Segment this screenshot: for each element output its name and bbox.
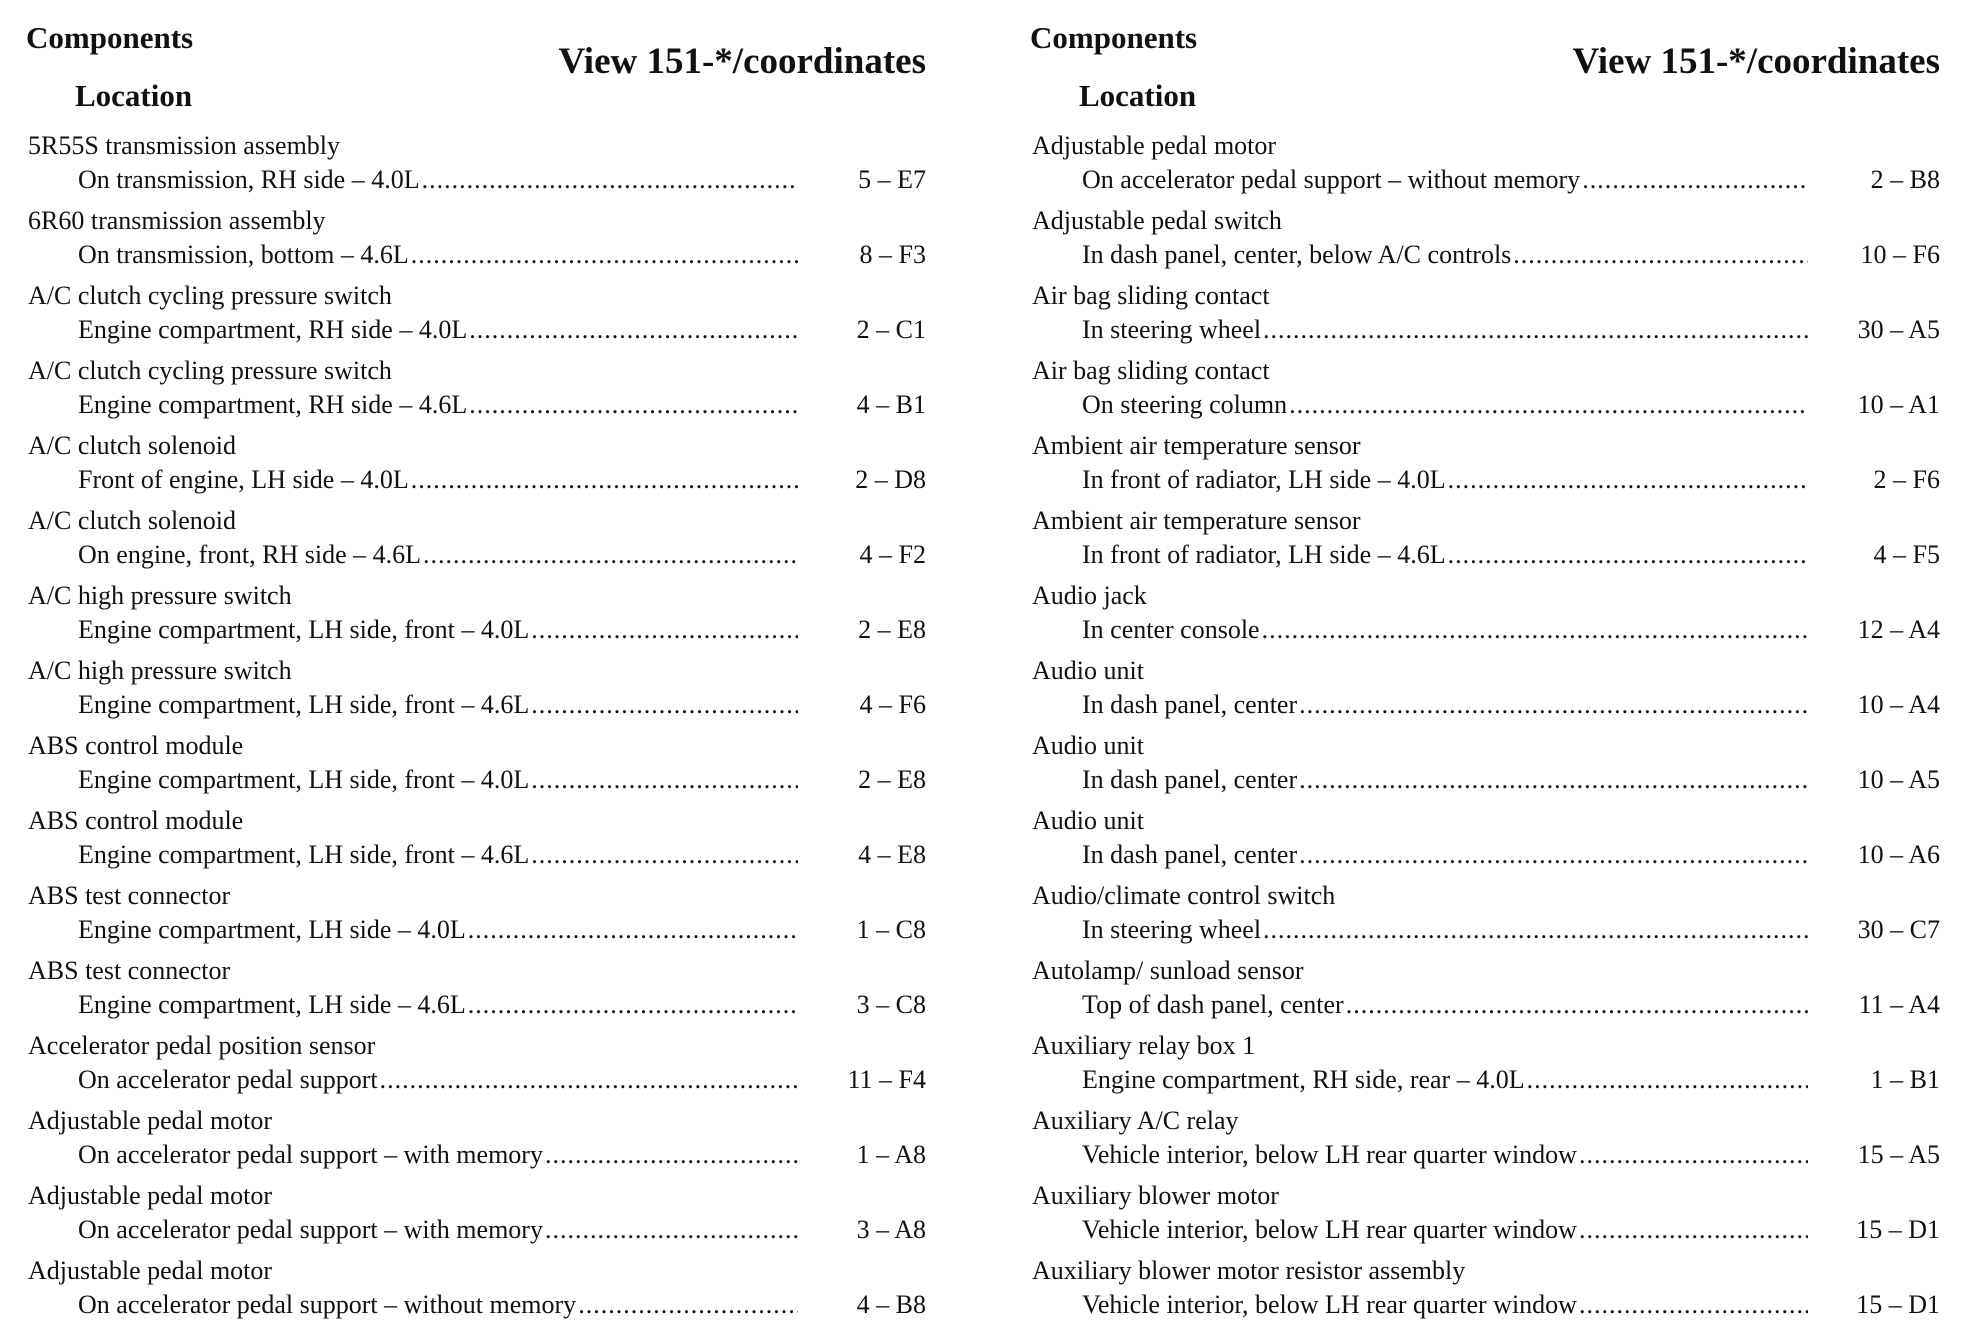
view-coordinate: 4 – F6 bbox=[859, 690, 926, 719]
component-entry bbox=[26, 1103, 926, 1178]
location-line bbox=[78, 687, 798, 723]
location-line bbox=[78, 537, 798, 573]
view-coordinate: 15 – A5 bbox=[1857, 1140, 1940, 1169]
location-line bbox=[1082, 387, 1808, 423]
component-entry bbox=[1030, 578, 1940, 653]
view-coordinate: 2 – E8 bbox=[858, 615, 926, 644]
view-coordinate: 2 – C1 bbox=[856, 315, 926, 344]
component-entry bbox=[1030, 428, 1940, 503]
location-line bbox=[78, 912, 798, 948]
component-name: ABS control module bbox=[28, 731, 244, 760]
component-location: Vehicle interior, below LH rear quarter window bbox=[1082, 1215, 1577, 1244]
dot-leader bbox=[531, 837, 798, 873]
component-name: Adjustable pedal motor bbox=[28, 1181, 273, 1210]
component-entry bbox=[26, 503, 926, 578]
component-entry bbox=[26, 128, 926, 203]
view-coordinate: 2 – E8 bbox=[858, 765, 926, 794]
component-location: In center console bbox=[1082, 615, 1260, 644]
component-location: In dash panel, center, below A/C controls bbox=[1082, 240, 1512, 269]
location-line bbox=[1082, 312, 1808, 348]
view-coordinate: 15 – D1 bbox=[1856, 1290, 1940, 1319]
component-entry bbox=[26, 203, 926, 278]
component-location: On accelerator pedal support – without memory bbox=[78, 1290, 577, 1319]
view-coordinate: 3 – A8 bbox=[856, 1215, 926, 1244]
component-entry bbox=[1030, 278, 1940, 353]
component-entry bbox=[26, 1178, 926, 1253]
component-name: Adjustable pedal motor bbox=[28, 1106, 273, 1135]
dot-leader bbox=[1579, 1212, 1808, 1248]
component-name: ABS control module bbox=[28, 806, 244, 835]
component-name: A/C clutch solenoid bbox=[28, 506, 236, 535]
component-location: On accelerator pedal support bbox=[78, 1065, 378, 1094]
component-entry bbox=[1030, 878, 1940, 953]
location-line bbox=[1082, 462, 1808, 498]
dot-leader bbox=[469, 312, 798, 348]
location-line bbox=[78, 312, 798, 348]
dot-leader bbox=[1263, 312, 1808, 348]
view-coordinate: 11 – F4 bbox=[847, 1065, 926, 1094]
component-location: Front of engine, LH side – 4.0L bbox=[78, 465, 409, 494]
component-entry bbox=[26, 878, 926, 953]
component-location: In front of radiator, LH side – 4.6L bbox=[1082, 540, 1446, 569]
view-coordinate: 10 – A5 bbox=[1857, 765, 1940, 794]
dot-leader bbox=[545, 1212, 798, 1248]
view-coordinate: 11 – A4 bbox=[1858, 990, 1940, 1019]
view-coordinate: 15 – D1 bbox=[1856, 1215, 1940, 1244]
component-name: ABS test connector bbox=[28, 881, 231, 910]
component-location: Engine compartment, LH side, front – 4.0L bbox=[78, 765, 530, 794]
component-entry bbox=[26, 653, 926, 728]
component-location: Vehicle interior, below LH rear quarter window bbox=[1082, 1290, 1577, 1319]
right-header bbox=[1030, 0, 1940, 128]
location-line bbox=[1082, 912, 1808, 948]
location-line bbox=[1082, 1287, 1808, 1323]
component-location: Engine compartment, LH side – 4.0L bbox=[78, 915, 466, 944]
component-location: Engine compartment, LH side, front – 4.6L bbox=[78, 840, 530, 869]
dot-leader bbox=[1582, 162, 1808, 198]
component-entry bbox=[26, 953, 926, 1028]
component-location: Engine compartment, RH side – 4.6L bbox=[78, 390, 468, 419]
component-location: Engine compartment, LH side, front – 4.6L bbox=[78, 690, 530, 719]
component-entry bbox=[1030, 353, 1940, 428]
location-line bbox=[1082, 837, 1808, 873]
location-line bbox=[1082, 537, 1808, 573]
view-coordinate: 10 – F6 bbox=[1860, 240, 1940, 269]
component-entry bbox=[26, 803, 926, 878]
component-name: Auxiliary A/C relay bbox=[1032, 1106, 1239, 1135]
location-line bbox=[1082, 162, 1808, 198]
location-line bbox=[78, 1137, 798, 1173]
dot-leader bbox=[578, 1287, 798, 1323]
dot-leader bbox=[545, 1137, 798, 1173]
location-line bbox=[1082, 612, 1808, 648]
dot-leader bbox=[423, 537, 798, 573]
component-name: Ambient air temperature sensor bbox=[1032, 431, 1361, 460]
component-entry bbox=[26, 278, 926, 353]
component-entry bbox=[1030, 653, 1940, 728]
view-coordinates-heading: View 151-*/coordinates bbox=[1572, 41, 1940, 82]
component-name: Audio unit bbox=[1032, 656, 1144, 685]
view-coordinate: 2 – D8 bbox=[855, 465, 926, 494]
location-line bbox=[1082, 687, 1808, 723]
view-coordinate: 2 – B8 bbox=[1870, 165, 1940, 194]
location-line bbox=[78, 1212, 798, 1248]
location-line bbox=[78, 612, 798, 648]
component-location: On accelerator pedal support – with memory bbox=[78, 1215, 543, 1244]
dot-leader bbox=[468, 912, 798, 948]
component-name: Autolamp/ sunload sensor bbox=[1032, 956, 1304, 985]
component-entry bbox=[26, 728, 926, 803]
component-entry bbox=[26, 578, 926, 653]
component-name: Accelerator pedal position sensor bbox=[28, 1031, 376, 1060]
location-heading: Location bbox=[1079, 78, 1197, 113]
dot-leader bbox=[531, 612, 798, 648]
dot-leader bbox=[380, 1062, 798, 1098]
view-coordinate: 10 – A1 bbox=[1857, 390, 1940, 419]
component-location: Vehicle interior, below LH rear quarter window bbox=[1082, 1140, 1577, 1169]
dot-leader bbox=[422, 162, 798, 198]
component-name: A/C clutch cycling pressure switch bbox=[28, 356, 392, 385]
component-name: Auxiliary blower motor bbox=[1032, 1181, 1279, 1210]
dot-leader bbox=[411, 237, 798, 273]
component-entry bbox=[1030, 1028, 1940, 1103]
location-line bbox=[1082, 987, 1808, 1023]
components-heading: Components bbox=[26, 20, 194, 55]
view-coordinate: 1 – C8 bbox=[856, 915, 926, 944]
component-location: Engine compartment, LH side – 4.6L bbox=[78, 990, 466, 1019]
component-entry bbox=[1030, 1103, 1940, 1178]
view-coordinates-heading: View 151-*/coordinates bbox=[558, 41, 926, 82]
right-column bbox=[1030, 0, 1940, 1328]
location-line bbox=[1082, 1212, 1808, 1248]
view-coordinate: 3 – C8 bbox=[856, 990, 926, 1019]
location-line bbox=[78, 162, 798, 198]
dot-leader bbox=[1527, 1062, 1808, 1098]
component-location: Top of dash panel, center bbox=[1082, 990, 1344, 1019]
dot-leader bbox=[1299, 837, 1808, 873]
dot-leader bbox=[531, 687, 798, 723]
view-coordinate: 1 – A8 bbox=[856, 1140, 926, 1169]
component-location: In dash panel, center bbox=[1082, 690, 1298, 719]
location-line bbox=[78, 237, 798, 273]
component-name: Auxiliary relay box 1 bbox=[1032, 1031, 1256, 1060]
component-entry bbox=[1030, 128, 1940, 203]
view-coordinate: 4 – E8 bbox=[858, 840, 926, 869]
component-location: On transmission, RH side – 4.0L bbox=[78, 165, 420, 194]
dot-leader bbox=[468, 987, 798, 1023]
location-line bbox=[1082, 1062, 1808, 1098]
component-location: In dash panel, center bbox=[1082, 765, 1298, 794]
dot-leader bbox=[1448, 537, 1808, 573]
location-line bbox=[78, 1062, 798, 1098]
component-location: In steering wheel bbox=[1082, 315, 1262, 344]
component-name: Audio/climate control switch bbox=[1032, 881, 1336, 910]
dot-leader bbox=[1448, 462, 1808, 498]
component-name: Air bag sliding contact bbox=[1032, 356, 1270, 385]
components-heading: Components bbox=[1030, 20, 1198, 55]
location-line bbox=[78, 387, 798, 423]
component-location: On accelerator pedal support – without memory bbox=[1082, 165, 1581, 194]
component-name: 5R55S transmission assembly bbox=[28, 131, 341, 160]
component-name: Air bag sliding contact bbox=[1032, 281, 1270, 310]
component-entry bbox=[1030, 803, 1940, 878]
dot-leader bbox=[531, 762, 798, 798]
component-location: In front of radiator, LH side – 4.0L bbox=[1082, 465, 1446, 494]
view-coordinate: 30 – A5 bbox=[1857, 315, 1940, 344]
component-entry bbox=[1030, 953, 1940, 1028]
left-entry-list bbox=[26, 128, 926, 1328]
dot-leader bbox=[1513, 237, 1808, 273]
view-coordinate: 4 – B8 bbox=[856, 1290, 926, 1319]
location-line bbox=[1082, 237, 1808, 273]
left-header bbox=[26, 0, 926, 128]
location-line bbox=[1082, 762, 1808, 798]
component-name: Auxiliary blower motor resistor assembly bbox=[1032, 1256, 1466, 1285]
view-coordinate: 10 – A4 bbox=[1857, 690, 1940, 719]
location-line bbox=[78, 987, 798, 1023]
component-location: In dash panel, center bbox=[1082, 840, 1298, 869]
location-line bbox=[78, 1287, 798, 1323]
view-coordinate: 8 – F3 bbox=[859, 240, 926, 269]
component-name: A/C clutch solenoid bbox=[28, 431, 236, 460]
dot-leader bbox=[1346, 987, 1808, 1023]
location-line bbox=[78, 837, 798, 873]
dot-leader bbox=[469, 387, 798, 423]
component-entry bbox=[1030, 728, 1940, 803]
dot-leader bbox=[1289, 387, 1808, 423]
component-name: ABS test connector bbox=[28, 956, 231, 985]
view-coordinate: 2 – F6 bbox=[1873, 465, 1940, 494]
view-coordinate: 12 – A4 bbox=[1857, 615, 1940, 644]
location-line bbox=[78, 462, 798, 498]
component-entry bbox=[1030, 503, 1940, 578]
dot-leader bbox=[1579, 1287, 1808, 1323]
component-location: In steering wheel bbox=[1082, 915, 1262, 944]
component-entry bbox=[26, 353, 926, 428]
component-name: 6R60 transmission assembly bbox=[28, 206, 326, 235]
view-coordinate: 1 – B1 bbox=[1870, 1065, 1940, 1094]
component-name: Ambient air temperature sensor bbox=[1032, 506, 1361, 535]
dot-leader bbox=[1579, 1137, 1808, 1173]
component-name: Adjustable pedal motor bbox=[28, 1256, 273, 1285]
component-entry bbox=[26, 428, 926, 503]
view-coordinate: 30 – C7 bbox=[1857, 915, 1940, 944]
component-name: A/C clutch cycling pressure switch bbox=[28, 281, 392, 310]
view-coordinate: 4 – B1 bbox=[856, 390, 926, 419]
location-line bbox=[78, 762, 798, 798]
component-name: Adjustable pedal motor bbox=[1032, 131, 1277, 160]
component-location: On accelerator pedal support – with memory bbox=[78, 1140, 543, 1169]
left-column bbox=[26, 0, 926, 1328]
component-location: Engine compartment, RH side, rear – 4.0L bbox=[1082, 1065, 1525, 1094]
view-coordinate: 5 – E7 bbox=[858, 165, 926, 194]
dot-leader bbox=[1263, 912, 1808, 948]
component-entry bbox=[26, 1028, 926, 1103]
component-name: Audio jack bbox=[1032, 581, 1147, 610]
component-name: A/C high pressure switch bbox=[28, 581, 292, 610]
component-name: Adjustable pedal switch bbox=[1032, 206, 1282, 235]
location-heading: Location bbox=[75, 78, 193, 113]
dot-leader bbox=[1299, 762, 1808, 798]
location-line bbox=[1082, 1137, 1808, 1173]
component-entry bbox=[26, 1253, 926, 1328]
component-location: Engine compartment, LH side, front – 4.0L bbox=[78, 615, 530, 644]
component-location: On engine, front, RH side – 4.6L bbox=[78, 540, 422, 569]
dot-leader bbox=[1299, 687, 1808, 723]
component-location: On steering column bbox=[1082, 390, 1288, 419]
component-location: On transmission, bottom – 4.6L bbox=[78, 240, 409, 269]
dot-leader bbox=[411, 462, 798, 498]
view-coordinate: 10 – A6 bbox=[1857, 840, 1940, 869]
dot-leader bbox=[1262, 612, 1808, 648]
component-entry bbox=[1030, 1178, 1940, 1253]
component-name: Audio unit bbox=[1032, 731, 1144, 760]
component-name: A/C high pressure switch bbox=[28, 656, 292, 685]
component-entry bbox=[1030, 203, 1940, 278]
view-coordinate: 4 – F5 bbox=[1873, 540, 1940, 569]
component-entry bbox=[1030, 1253, 1940, 1328]
right-entry-list bbox=[1030, 128, 1940, 1328]
view-coordinate: 4 – F2 bbox=[859, 540, 926, 569]
component-location: Engine compartment, RH side – 4.0L bbox=[78, 315, 468, 344]
component-name: Audio unit bbox=[1032, 806, 1144, 835]
